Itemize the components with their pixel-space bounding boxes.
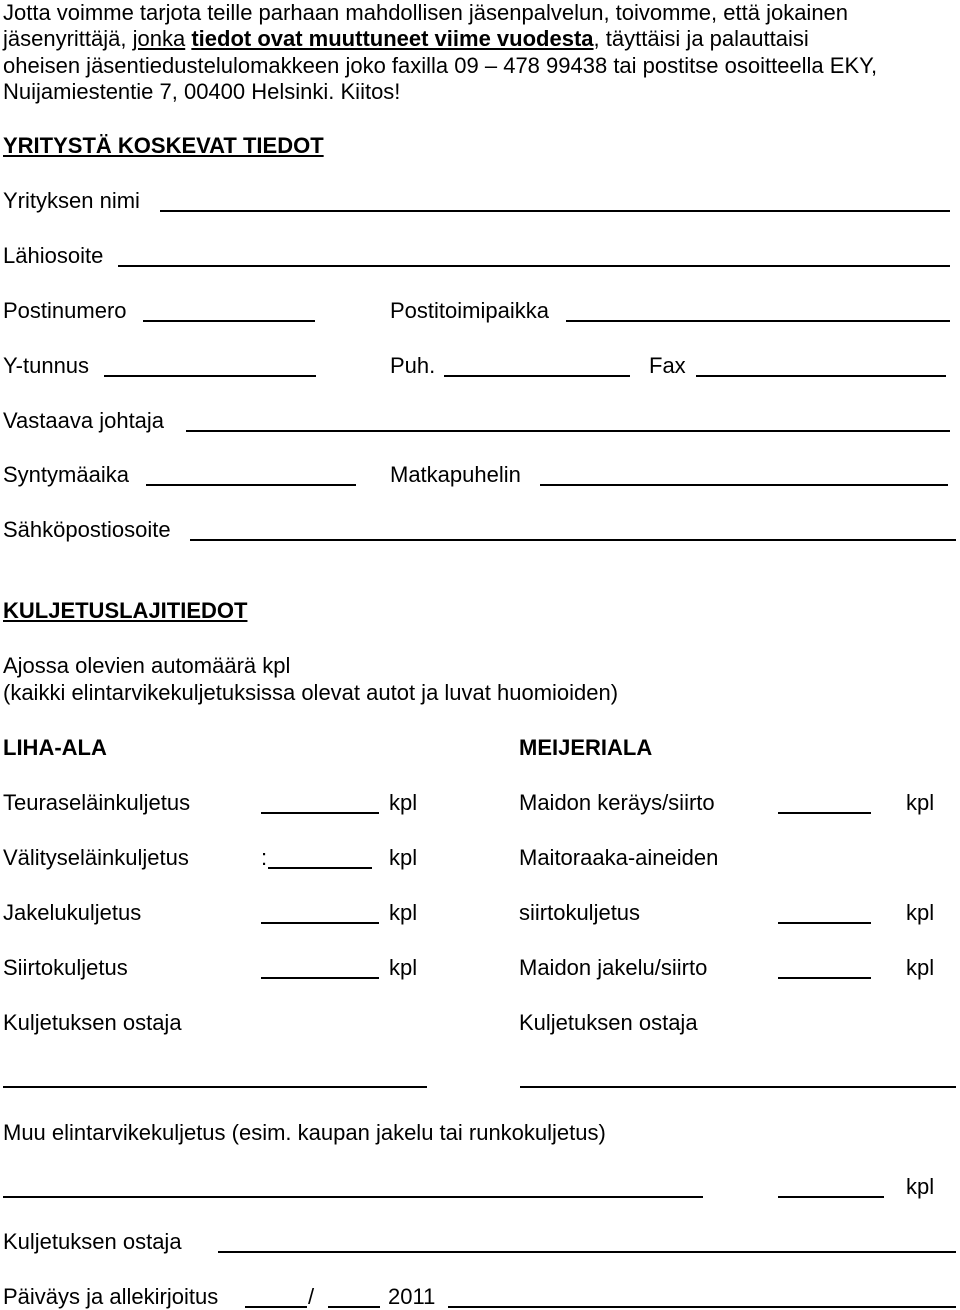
date-separator: / bbox=[308, 1284, 315, 1309]
postcode-label: Postinumero bbox=[3, 298, 127, 323]
date-month-field[interactable] bbox=[328, 1306, 380, 1308]
email-field[interactable] bbox=[190, 539, 956, 541]
other-transport-unit: kpl bbox=[906, 1174, 935, 1199]
milk-distribution-field[interactable] bbox=[778, 977, 871, 979]
transfer-unit: kpl bbox=[389, 955, 418, 980]
distribution-transport-field[interactable] bbox=[261, 922, 379, 924]
vehicle-count-note: (kaikki elintarvikekuljetuksissa olevat autot ja luvat huomioiden) bbox=[3, 680, 619, 705]
postoffice-label: Postitoimipaikka bbox=[390, 298, 549, 323]
company-heading: YRITYSTÄ KOSKEVAT TIEDOT bbox=[3, 133, 324, 158]
distribution-transport-label: Jakelukuljetus bbox=[3, 900, 142, 925]
intro-line-1: Jotta voimme tarjota teille parhaan mahdollisen jäsenpalvelun, toivomme, että jokainen bbox=[3, 0, 849, 25]
transfer-transport-label: Siirtokuljetus bbox=[3, 955, 128, 980]
milk-collection-label: Maidon keräys/siirto bbox=[519, 790, 715, 815]
dairy-buyer-field[interactable] bbox=[520, 1086, 956, 1088]
raw-material-field[interactable] bbox=[778, 922, 871, 924]
intro-line-4: Nuijamiestentie 7, 00400 Helsinki. Kiitos! bbox=[3, 79, 401, 104]
fax-label: Fax bbox=[649, 353, 686, 378]
distribution-unit: kpl bbox=[389, 900, 418, 925]
milk-distribution-label: Maidon jakelu/siirto bbox=[519, 955, 708, 980]
slaughter-transport-field[interactable] bbox=[261, 812, 379, 814]
milk-distribution-unit: kpl bbox=[906, 955, 935, 980]
phone-label: Puh. bbox=[390, 353, 436, 378]
fax-field[interactable] bbox=[696, 375, 946, 377]
other-transport-field[interactable] bbox=[3, 1196, 703, 1198]
dairy-buyer-label: Kuljetuksen ostaja bbox=[519, 1010, 698, 1035]
business-id-field[interactable] bbox=[104, 375, 316, 377]
raw-material-label-1: Maitoraaka-aineiden bbox=[519, 845, 719, 870]
date-year: 2011 bbox=[388, 1284, 436, 1309]
address-label: Lähiosoite bbox=[3, 243, 104, 268]
intro-line-2: jäsenyrittäjä, jonka tiedot ovat muuttuneet viime vuodesta, täyttäisi ja palauttaisi bbox=[3, 26, 809, 51]
meat-buyer-field[interactable] bbox=[3, 1086, 427, 1088]
meat-heading: LIHA-ALA bbox=[3, 735, 107, 760]
dairy-heading: MEIJERIALA bbox=[519, 735, 653, 760]
intermediary-transport-label: Välityseläinkuljetus bbox=[3, 845, 189, 870]
raw-material-unit: kpl bbox=[906, 900, 935, 925]
other-transport-label: Muu elintarvikekuljetus (esim. kaupan jakelu tai runkokuljetus) bbox=[3, 1120, 606, 1145]
intro-line-3: oheisen jäsentiedustelulomakkeen joko faxilla 09 – 478 99438 tai postitse osoitteella EKY, bbox=[3, 53, 878, 78]
slaughter-transport-label: Teuraseläinkuljetus bbox=[3, 790, 191, 815]
raw-material-label-2: siirtokuljetus bbox=[519, 900, 641, 925]
birthdate-label: Syntymäaika bbox=[3, 462, 129, 487]
intermediary-unit: kpl bbox=[389, 845, 418, 870]
phone-field[interactable] bbox=[444, 375, 630, 377]
other-buyer-label: Kuljetuksen ostaja bbox=[3, 1229, 182, 1254]
intermediary-transport-field[interactable] bbox=[268, 867, 372, 869]
birthdate-field[interactable] bbox=[146, 484, 356, 486]
transport-heading: KULJETUSLAJITIEDOT bbox=[3, 598, 248, 623]
vehicle-count-text: Ajossa olevien automäärä kpl bbox=[3, 653, 291, 678]
signature-label: Päiväys ja allekirjoitus bbox=[3, 1284, 219, 1309]
business-id-label: Y-tunnus bbox=[3, 353, 90, 378]
signature-field[interactable] bbox=[448, 1306, 956, 1308]
mobile-field[interactable] bbox=[540, 484, 948, 486]
manager-field[interactable] bbox=[186, 430, 950, 432]
changed-info-emphasis: tiedot ovat muuttuneet viime vuodesta bbox=[191, 26, 594, 51]
mobile-label: Matkapuhelin bbox=[390, 462, 521, 487]
slaughter-unit: kpl bbox=[389, 790, 418, 815]
transfer-transport-field[interactable] bbox=[261, 977, 379, 979]
date-day-field[interactable] bbox=[245, 1306, 307, 1308]
company-name-field[interactable] bbox=[160, 210, 950, 212]
intermediary-colon: : bbox=[261, 845, 268, 870]
other-transport-count-field[interactable] bbox=[778, 1196, 884, 1198]
address-field[interactable] bbox=[118, 265, 950, 267]
email-label: Sähköpostiosoite bbox=[3, 517, 171, 542]
meat-buyer-label: Kuljetuksen ostaja bbox=[3, 1010, 182, 1035]
milk-collection-field[interactable] bbox=[778, 812, 871, 814]
milk-collection-unit: kpl bbox=[906, 790, 935, 815]
other-buyer-field[interactable] bbox=[218, 1251, 956, 1253]
postcode-field[interactable] bbox=[143, 320, 315, 322]
postoffice-field[interactable] bbox=[566, 320, 950, 322]
company-name-label: Yrityksen nimi bbox=[3, 188, 140, 213]
manager-label: Vastaava johtaja bbox=[3, 408, 165, 433]
